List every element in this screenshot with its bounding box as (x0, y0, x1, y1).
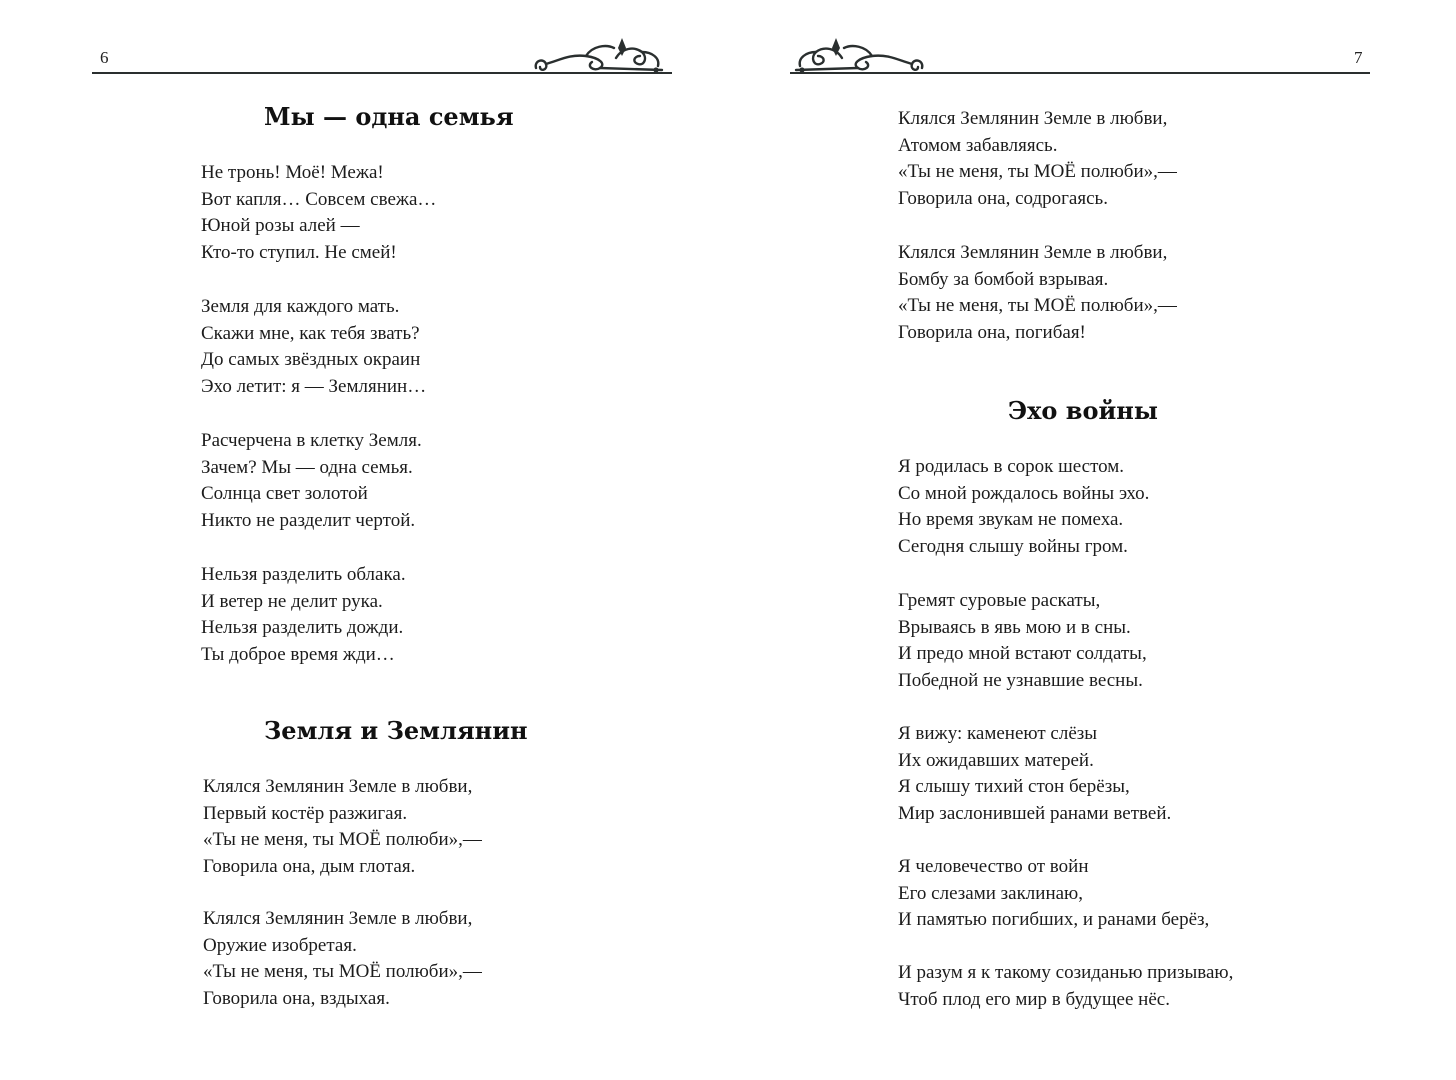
poem-line: И памятью погибших, и ранами берёз, (898, 909, 1210, 931)
poem-line: Земля для каждого мать. (201, 296, 400, 317)
poem-line: Мир заслонившей ранами ветвей. (898, 802, 1172, 824)
poem-line: Клялся Землянин Земле в любви, (203, 776, 473, 797)
stanza (898, 721, 1171, 827)
poem-line: Первый костёр разжигая. (203, 802, 408, 824)
stanza (201, 428, 422, 534)
poem-line: Бомбу за бомбой взрывая. (898, 268, 1109, 290)
poem-line: Эхо летит: я — Землянин… (201, 375, 427, 397)
poem-line: Говорила она, вздыхая. (203, 987, 390, 1009)
poem-line: Клялся Землянин Земле в любви, (203, 908, 473, 929)
stanza (898, 454, 1149, 560)
poem-title: Эхо войны (1008, 396, 1158, 425)
poem-line: Я человечество от войн (898, 856, 1089, 877)
poem-line: И предо мной встают солдаты, (898, 643, 1147, 665)
poem-line: Зачем? Мы — одна семья. (201, 456, 413, 478)
poem-line: Юной розы алей — (201, 215, 360, 237)
poem-line: Чтоб плод его мир в будущее нёс. (898, 988, 1170, 1010)
poem-line: «Ты не меня, ты МОЁ полюби»,— (898, 161, 1177, 183)
poem-line: Говорила она, погибая! (898, 321, 1086, 343)
right-page (728, 0, 1456, 1080)
poem-line: И ветер не делит рука. (201, 590, 383, 612)
poem-line: Нельзя разделить облака. (201, 564, 406, 585)
poem-line: Клялся Землянин Земле в любви, (898, 108, 1168, 129)
page-number: 7 (1354, 48, 1363, 67)
poem-line: Говорила она, содрогаясь. (898, 187, 1108, 209)
poem-line: «Ты не меня, ты МОЁ полюби»,— (898, 295, 1177, 317)
poem-line: Гремят суровые раскаты, (898, 590, 1101, 611)
poem-line: До самых звёздных окраин (201, 349, 421, 371)
poem-title: Земля и Землянин (264, 716, 528, 745)
poem-line: Нельзя разделить дожди. (201, 617, 404, 639)
stanza (201, 294, 426, 400)
poem-line: Атомом забавляясь. (898, 134, 1058, 156)
poem-line: Вот капля… Совсем свежа… (201, 188, 437, 210)
stanza (898, 960, 1233, 1013)
stanza (898, 106, 1177, 212)
page-number: 6 (100, 48, 109, 67)
stanza (201, 160, 436, 266)
poem-line: Я слышу тихий стон берёзы, (898, 776, 1130, 798)
scroll-flourish-ornament-icon (530, 34, 670, 78)
poem-line: «Ты не меня, ты МОЁ полюби»,— (203, 961, 482, 983)
stanza (898, 240, 1177, 346)
poem-line: Их ожидавших матерей. (898, 749, 1094, 771)
poem-line: Я родилась в сорок шестом. (898, 456, 1125, 477)
poem-line: Но время звукам не помеха. (898, 509, 1124, 531)
stanza (898, 854, 1209, 934)
scroll-flourish-ornament-icon (788, 34, 928, 78)
poem-line: Оружие изобретая. (203, 934, 357, 956)
stanza (898, 588, 1147, 694)
poem-line: «Ты не меня, ты МОЁ полюби»,— (203, 829, 482, 851)
poem-title: Мы — одна семья (264, 102, 514, 131)
stanza (201, 562, 406, 668)
poem-line: Победной не узнавшие весны. (898, 669, 1143, 691)
poem-line: Сегодня слышу войны гром. (898, 535, 1128, 557)
poem-line: Со мной рождалось войны эхо. (898, 482, 1150, 504)
stanza (203, 906, 482, 1012)
poem-line: Я вижу: каменеют слёзы (898, 723, 1098, 744)
poem-line: И разум я к такому созиданью призываю, (898, 962, 1234, 983)
poem-line: Расчерчена в клетку Земля. (201, 430, 422, 451)
poem-line: Врываясь в явь мою и в сны. (898, 616, 1131, 638)
poem-line: Клялся Землянин Земле в любви, (898, 242, 1168, 263)
poem-line: Говорила она, дым глотая. (203, 855, 416, 877)
poem-line: Кто-то ступил. Не смей! (201, 241, 397, 263)
poem-line: Солнца свет золотой (201, 483, 368, 505)
poem-line: Ты доброе время жди… (201, 643, 395, 665)
stanza (203, 774, 482, 880)
poem-line: Не тронь! Моё! Межа! (201, 162, 384, 183)
poem-line: Никто не разделит чертой. (201, 509, 416, 531)
poem-line: Его слезами заклинаю, (898, 882, 1083, 904)
poem-line: Скажи мне, как тебя звать? (201, 322, 420, 344)
